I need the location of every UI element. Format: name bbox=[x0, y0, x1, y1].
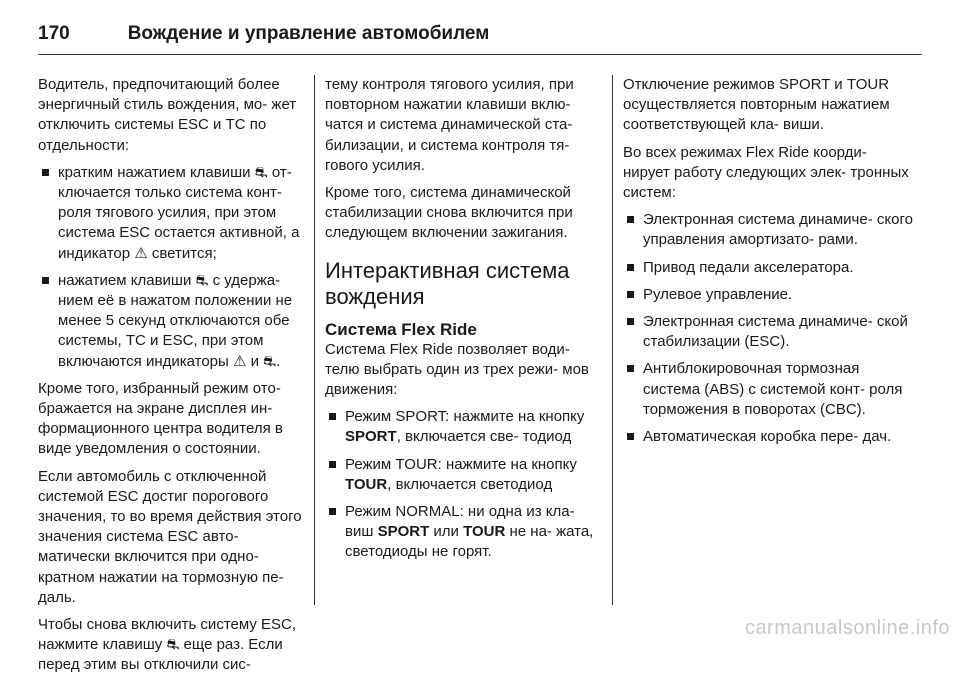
text: не на- жата, светодиоды не горят. bbox=[345, 523, 594, 561]
list-item: Привод педали акселератора. bbox=[623, 258, 913, 278]
paragraph: Система Flex Ride позволяет води- телю выбрать один из трех режи- мов движения: bbox=[325, 340, 589, 399]
text: Режим NORMAL: ни одна из кла- виш bbox=[345, 503, 575, 541]
paragraph: Чтобы снова включить систему ESC, нажмите клавишу ⛐ еще раз. Если перед этим вы отключили сис- bbox=[38, 616, 297, 674]
paragraph: Если автомобиль с отключенной системой ESC достиг порогового значения, то во время действия этого значения система ESC авто- матически включится при одно- кратном нажатии на тормозную пе- даль. bbox=[38, 467, 302, 606]
column-left bbox=[38, 75, 306, 683]
watermark: carmanualsonline.info bbox=[744, 617, 950, 639]
text: Режим TOUR: нажмите на кнопку bbox=[345, 455, 577, 473]
page-number: 170 bbox=[38, 23, 70, 44]
paragraph: Отключение режимов SPORT и TOUR осуществляется повторным нажатием соответствующей кла- виши. bbox=[623, 76, 890, 134]
list-item: Автоматическая коробка пере- дач. bbox=[623, 427, 913, 447]
text: , включается светодиод bbox=[387, 475, 553, 493]
key-label: TOUR bbox=[345, 475, 388, 493]
text: Режим SPORT: нажмите на кнопку bbox=[345, 408, 585, 426]
key-label: TOUR bbox=[463, 523, 506, 541]
list-item: нажатием клавиши ⛐ с удержа- нием её в нажатом положении не менее 5 секунд отключаются обе системы, TC и ESC, при этом включаются индикаторы ⚠ и ⛐. bbox=[38, 271, 306, 372]
page-header bbox=[38, 14, 922, 55]
list-item: Рулевое управление. bbox=[623, 285, 913, 305]
list-item bbox=[325, 455, 605, 495]
list-item: кратким нажатием клавиши ⛐ от- ключается только система конт- роля тягового усилия, при этом система ESC остается активной, а индикатор ⚠ светится; bbox=[38, 163, 306, 264]
section-heading: Интерактивная система вождения bbox=[325, 257, 570, 309]
column-right bbox=[623, 75, 913, 454]
list-item: Электронная система динамиче- ского управления амортизато- рами. bbox=[623, 210, 913, 250]
subsection-heading: Система Flex Ride bbox=[325, 319, 477, 339]
list-item: Антиблокировочная тормозная система (ABS) с системой конт- роля торможения в поворотах (CBC). bbox=[623, 359, 913, 420]
text: или bbox=[429, 523, 464, 541]
page-title: Вождение и управление автомобилем bbox=[127, 23, 490, 44]
column-divider bbox=[314, 75, 315, 605]
column-divider bbox=[612, 75, 613, 605]
paragraph: Во всех режимах Flex Ride коорди- нирует работу следующих элек- тронных систем: bbox=[623, 143, 909, 202]
list-item bbox=[325, 502, 605, 563]
paragraph: Кроме того, система динамической стабилизации снова включится при следующем включении зажигания. bbox=[325, 184, 573, 242]
paragraph: Кроме того, избранный режим ото- бражается на экране дисплея ин- формационного центра водителя в виде уведомления о состоянии. bbox=[38, 379, 283, 458]
text: , включается све- тодиод bbox=[396, 428, 572, 446]
list-item bbox=[325, 407, 605, 447]
paragraph: тему контроля тягового усилия, при повторном нажатии клавиши вклю- чатся и система динамической ста- билизации, и система контроля тя- гового усилия. bbox=[325, 76, 574, 174]
key-label: SPORT bbox=[345, 428, 397, 446]
list-item: Электронная система динамиче- ской стабилизации (ESC). bbox=[623, 312, 913, 352]
paragraph: Водитель, предпочитающий более энергичный стиль вождения, мо- жет отключить системы ESC и TC по отдельности: bbox=[38, 76, 297, 154]
key-label: SPORT bbox=[377, 523, 430, 541]
column-middle bbox=[325, 75, 605, 570]
